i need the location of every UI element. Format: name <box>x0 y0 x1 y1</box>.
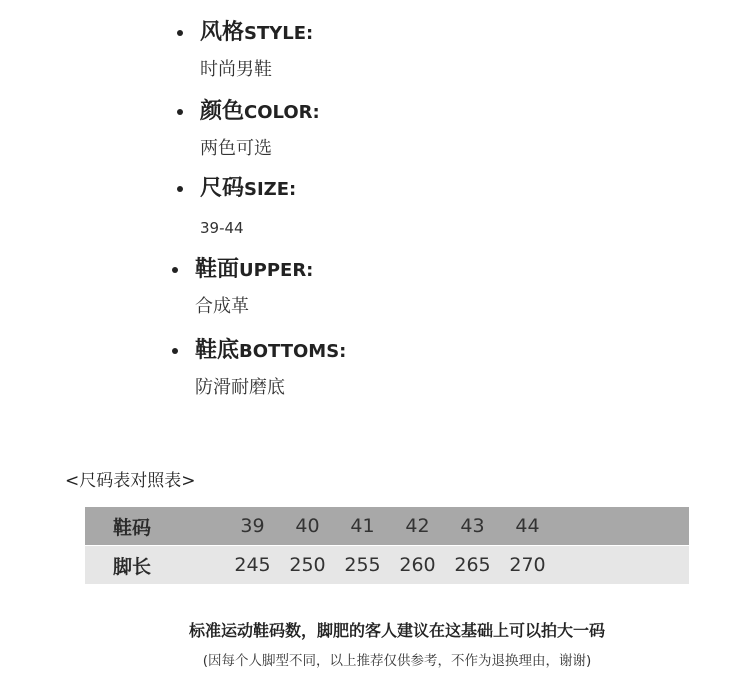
spec-label-en: UPPER: <box>239 260 314 281</box>
table-cell: 260 <box>399 554 436 576</box>
table-cell: 270 <box>509 554 546 576</box>
spec-heading <box>200 20 313 46</box>
spec-item-upper <box>195 257 313 319</box>
spec-label-cn: 颜色 <box>200 99 245 124</box>
table-cell: 44 <box>515 515 540 537</box>
spec-value: 合成革 <box>195 296 249 317</box>
spec-value: 39-44 <box>200 219 244 237</box>
table-cell: 250 <box>289 554 326 576</box>
spec-label-cn: 鞋面 <box>195 257 240 282</box>
spec-heading <box>200 176 296 202</box>
table-cell: 245 <box>234 554 271 576</box>
size-chart-title: <尺码表对照表> <box>65 471 196 491</box>
size-advice-note: 标准运动鞋码数，脚肥的客人建议在这基础上可以拍大一码 <box>188 621 605 640</box>
spec-label-cn: 风格 <box>200 20 245 45</box>
bullet-dot-icon <box>177 186 183 192</box>
table-cell: 39 <box>240 515 265 537</box>
row-label: 鞋码 <box>113 516 152 539</box>
table-cell: 265 <box>454 554 491 576</box>
spec-value: 两色可选 <box>200 138 272 159</box>
bullet-dot-icon <box>172 348 178 354</box>
row-label: 脚长 <box>113 555 152 578</box>
spec-value: 时尚男鞋 <box>200 59 272 80</box>
size-chart-table <box>85 507 689 584</box>
table-cell: 255 <box>344 554 381 576</box>
spec-heading <box>200 99 320 125</box>
table-row-foot-length <box>85 546 689 584</box>
bullet-dot-icon <box>172 267 178 273</box>
table-row-shoe-size <box>85 507 689 545</box>
table-cell: 41 <box>350 515 375 537</box>
spec-label-cn: 尺码 <box>200 176 245 201</box>
spec-item-size <box>200 176 296 240</box>
bullet-dot-icon <box>177 109 183 115</box>
spec-item-style <box>200 20 313 82</box>
spec-label-en: SIZE: <box>244 179 297 200</box>
disclaimer-note: (因每个人脚型不同，以上推荐仅供参考，不作为退换理由，谢谢) <box>202 653 592 669</box>
table-cell: 40 <box>295 515 320 537</box>
spec-label-cn: 鞋底 <box>195 338 240 363</box>
spec-value: 防滑耐磨底 <box>195 377 285 398</box>
spec-label-en: BOTTOMS: <box>239 341 347 362</box>
spec-label-en: COLOR: <box>244 102 320 123</box>
spec-item-bottoms <box>195 338 346 400</box>
table-cell: 42 <box>405 515 430 537</box>
bullet-dot-icon <box>177 30 183 36</box>
spec-label-en: STYLE: <box>244 23 314 44</box>
spec-heading <box>195 257 313 283</box>
spec-heading <box>195 338 346 364</box>
spec-item-color <box>200 99 320 161</box>
table-cell: 43 <box>460 515 485 537</box>
